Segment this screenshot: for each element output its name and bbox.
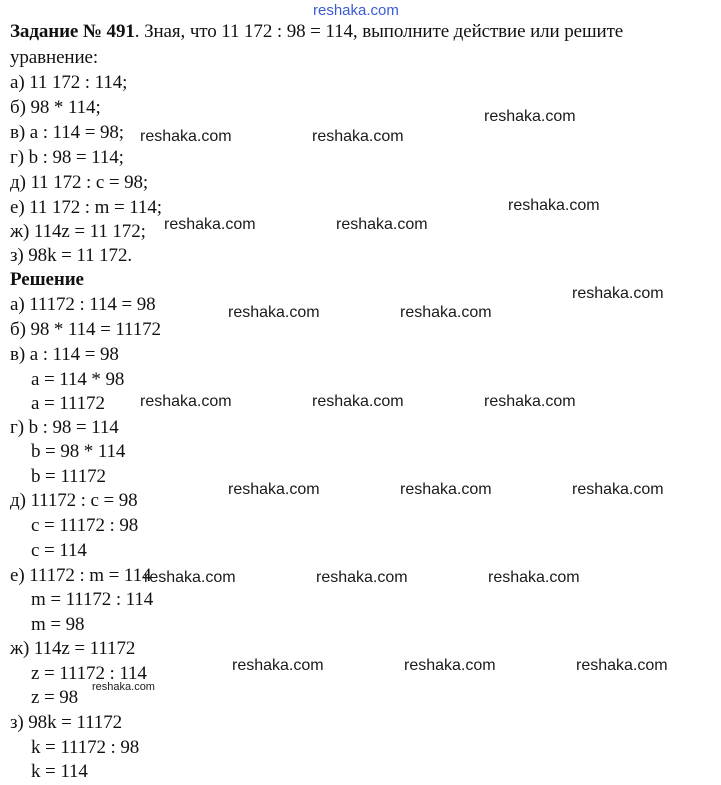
watermark-text: reshaka.com bbox=[484, 108, 576, 125]
solution-line: г) b : 98 = 114 bbox=[10, 417, 119, 438]
problem-h: з) 98k = 11 172. bbox=[10, 245, 132, 266]
watermark-text: reshaka.com bbox=[336, 216, 428, 233]
watermark-text: reshaka.com bbox=[484, 393, 576, 410]
watermark-text: reshaka.com bbox=[316, 569, 408, 586]
watermark-text: reshaka.com bbox=[572, 481, 664, 498]
problem-c: в) a : 114 = 98; bbox=[10, 122, 124, 143]
watermark-text: reshaka.com bbox=[140, 128, 232, 145]
solution-line: д) 11172 : c = 98 bbox=[10, 490, 138, 511]
watermark-text: reshaka.com bbox=[488, 569, 580, 586]
task-text: . Зная, что 11 172 : 98 = 114, выполните действие или решите bbox=[134, 21, 624, 42]
solution-line: b = 11172 bbox=[31, 466, 106, 487]
solution-line: c = 11172 : 98 bbox=[31, 515, 139, 536]
watermark-text: reshaka.com bbox=[508, 197, 600, 214]
solution-line: m = 98 bbox=[31, 614, 85, 635]
solution-line: m = 11172 : 114 bbox=[31, 589, 154, 610]
watermark-text: reshaka.com bbox=[228, 481, 320, 498]
watermark-text: reshaka.com bbox=[312, 128, 404, 145]
solution-line: a = 11172 bbox=[31, 393, 105, 414]
solution-heading: Решение bbox=[10, 269, 84, 290]
watermark-text: reshaka.com bbox=[400, 304, 492, 321]
problem-f: е) 11 172 : m = 114; bbox=[10, 197, 162, 218]
solution-line: а) 11172 : 114 = 98 bbox=[10, 294, 156, 315]
problem-d: г) b : 98 = 114; bbox=[10, 147, 124, 168]
solution-line: z = 98 bbox=[31, 687, 79, 708]
solution-line: a = 114 * 98 bbox=[31, 369, 125, 390]
task-text-continuation: уравнение: bbox=[10, 47, 99, 68]
watermark-text: reshaka.com bbox=[232, 657, 324, 674]
solution-line: k = 114 bbox=[31, 761, 88, 782]
solution-line: е) 11172 : m = 114 bbox=[10, 565, 152, 586]
solution-line: в) a : 114 = 98 bbox=[10, 344, 119, 365]
watermark-text: reshaka.com bbox=[140, 393, 232, 410]
watermark-text: reshaka.com bbox=[404, 657, 496, 674]
solution-line: b = 98 * 114 bbox=[31, 441, 126, 462]
watermark-text: reshaka.com bbox=[312, 393, 404, 410]
site-watermark-top: reshaka.com bbox=[313, 2, 399, 19]
watermark-text-small: reshaka.com bbox=[92, 681, 155, 693]
problem-e: д) 11 172 : c = 98; bbox=[10, 172, 149, 193]
solution-line: з) 98k = 11172 bbox=[10, 712, 122, 733]
watermark-text: reshaka.com bbox=[164, 216, 256, 233]
watermark-text: reshaka.com bbox=[228, 304, 320, 321]
problem-a: а) 11 172 : 114; bbox=[10, 72, 128, 93]
solution-line: ж) 114z = 11172 bbox=[10, 638, 136, 659]
problem-b: б) 98 * 114; bbox=[10, 97, 101, 118]
solution-line: z = 11172 : 114 bbox=[31, 663, 147, 684]
watermark-text: reshaka.com bbox=[576, 657, 668, 674]
task-statement bbox=[10, 20, 623, 44]
watermark-text: reshaka.com bbox=[144, 569, 236, 586]
solution-line: б) 98 * 114 = 11172 bbox=[10, 319, 161, 340]
problem-g: ж) 114z = 11 172; bbox=[10, 221, 146, 242]
watermark-text: reshaka.com bbox=[572, 285, 664, 302]
solution-line: c = 114 bbox=[31, 540, 87, 561]
solution-line: k = 11172 : 98 bbox=[31, 737, 140, 758]
watermark-text: reshaka.com bbox=[400, 481, 492, 498]
task-label: Задание № 491 bbox=[10, 21, 135, 42]
